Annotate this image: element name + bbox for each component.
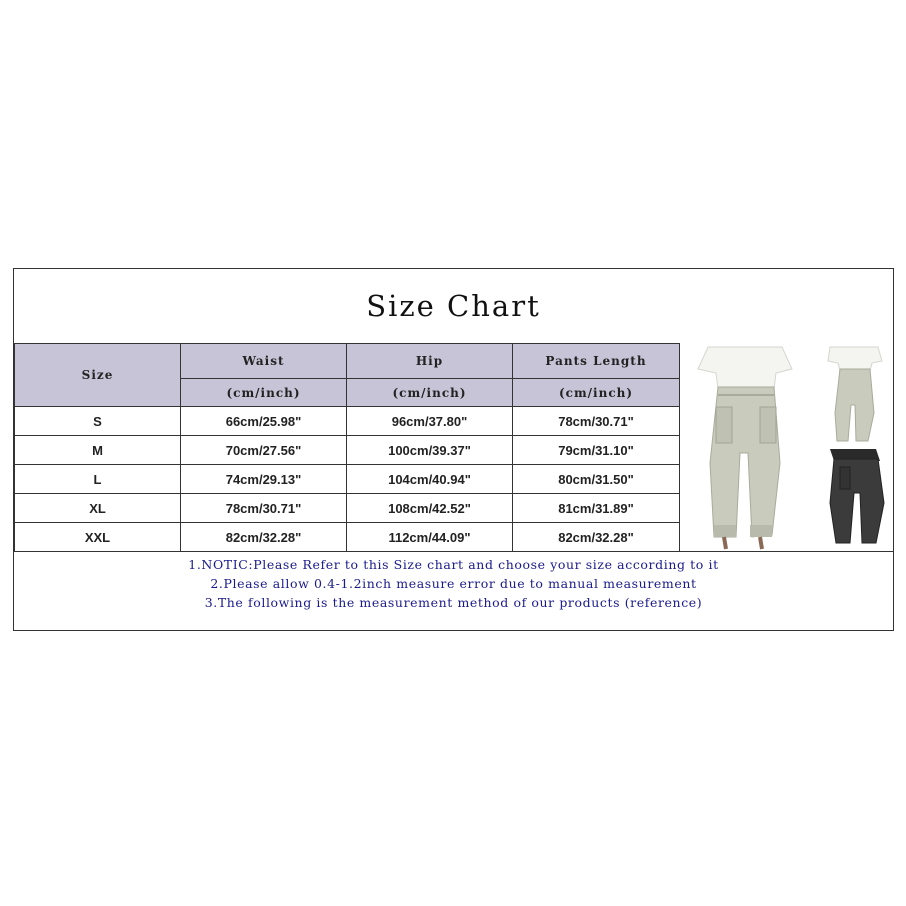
size-cell: L	[15, 465, 181, 494]
dark-pants-side	[830, 449, 884, 543]
product-photo	[679, 343, 893, 551]
pants-illustration	[680, 343, 893, 551]
waist-column-header: Waist	[181, 344, 347, 379]
hip-cell: 112cm/44.09"	[347, 523, 513, 552]
hip-unit: (cm/inch)	[347, 379, 513, 407]
hip-cell: 96cm/37.80"	[347, 407, 513, 436]
size-table	[14, 343, 680, 552]
hip-cell: 108cm/42.52"	[347, 494, 513, 523]
table-row	[15, 436, 680, 465]
size-cell: XXL	[15, 523, 181, 552]
waist-cell: 82cm/32.28"	[181, 523, 347, 552]
waist-cell: 70cm/27.56"	[181, 436, 347, 465]
waist-unit: (cm/inch)	[181, 379, 347, 407]
hip-column-header: Hip	[347, 344, 513, 379]
length-cell: 80cm/31.50"	[513, 465, 680, 494]
size-column-header: Size	[15, 344, 181, 407]
table-row	[15, 494, 680, 523]
waist-cell: 66cm/25.98"	[181, 407, 347, 436]
length-unit: (cm/inch)	[513, 379, 680, 407]
length-cell: 81cm/31.89"	[513, 494, 680, 523]
size-cell: M	[15, 436, 181, 465]
table-row	[15, 523, 680, 552]
note-line: 1.NOTIC:Please Refer to this Size chart and choose your size according to it	[188, 557, 719, 572]
length-cell: 78cm/30.71"	[513, 407, 680, 436]
note-line: 3.The following is the measurement method of our products (reference)	[204, 595, 703, 610]
chart-title: Size Chart	[366, 289, 541, 323]
length-cell: 82cm/32.28"	[513, 523, 680, 552]
length-cell: 79cm/31.10"	[513, 436, 680, 465]
light-pants-side	[828, 347, 882, 441]
light-pants-front	[698, 347, 792, 549]
size-cell: XL	[15, 494, 181, 523]
waist-cell: 78cm/30.71"	[181, 494, 347, 523]
hip-cell: 104cm/40.94"	[347, 465, 513, 494]
hip-cell: 100cm/39.37"	[347, 436, 513, 465]
waist-cell: 74cm/29.13"	[181, 465, 347, 494]
notes-section	[14, 551, 893, 631]
note-line: 2.Please allow 0.4-1.2inch measure error due to manual measurement	[210, 576, 697, 591]
length-column-header: Pants Length	[513, 344, 680, 379]
size-cell: S	[15, 407, 181, 436]
table-row	[15, 465, 680, 494]
title-row	[14, 269, 893, 344]
size-chart	[13, 268, 894, 631]
table-header-row	[15, 344, 680, 379]
table-row	[15, 407, 680, 436]
